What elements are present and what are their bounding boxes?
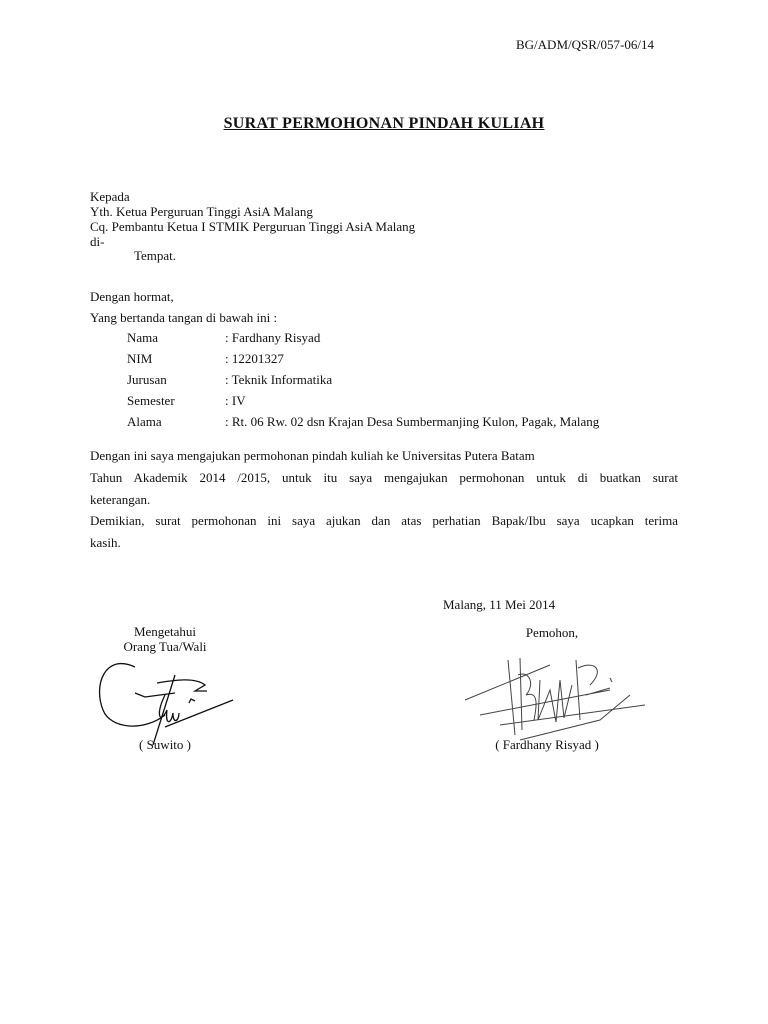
left-sign-title: Mengetahui xyxy=(133,624,197,639)
field-value: : IV xyxy=(225,393,246,408)
page-title: SURAT PERMOHONAN PINDAH KULIAH xyxy=(223,115,545,132)
field-value: : 12201327 xyxy=(225,351,284,366)
field-label: Nama xyxy=(127,330,159,345)
recipient-line: Yth. Ketua Perguruan Tinggi AsiA Malang xyxy=(90,204,313,219)
applicant-name: ( Fardhany Risyad ) xyxy=(495,737,599,752)
greeting: Dengan hormat, xyxy=(90,289,174,304)
body-line: Tahun Akademik 2014 /2015, untuk itu saya mengajukan permohonan untuk di buatkan surat xyxy=(90,470,678,485)
recipient-line: Tempat. xyxy=(134,248,177,263)
field-label: Jurusan xyxy=(127,372,167,387)
body-line: Demikian, surat permohonan ini saya ajukan dan atas perhatian Bapak/Ibu saya ucapkan terima xyxy=(90,513,678,528)
signature-applicant xyxy=(460,650,660,745)
document-code: BG/ADM/QSR/057-06/14 xyxy=(516,37,654,52)
field-value: : Rt. 06 Rw. 02 dsn Krajan Desa Sumbermanjing Kulon, Pagak, Malang xyxy=(225,414,600,429)
left-signer-name: ( Suwito ) xyxy=(139,737,191,752)
field-label: Alama xyxy=(127,414,162,429)
field-label: Semester xyxy=(127,393,175,408)
intro: Yang bertanda tangan di bawah ini : xyxy=(90,310,278,325)
letter-date: Malang, 11 Mei 2014 xyxy=(443,597,556,612)
recipient-line: Kepada xyxy=(90,189,130,204)
right-sign-title: Pemohon, xyxy=(525,625,579,640)
field-label: NIM xyxy=(127,351,153,366)
recipient-line: di- xyxy=(90,234,105,249)
body-line: kasih. xyxy=(90,535,121,550)
body-line: keterangan. xyxy=(90,492,151,507)
recipient-line: Cq. Pembantu Ketua I STMIK Perguruan Tinggi AsiA Malang xyxy=(90,219,416,234)
field-value: : Fardhany Risyad xyxy=(225,330,321,345)
left-sign-role: Orang Tua/Wali xyxy=(123,639,207,654)
body-line: Dengan ini saya mengajukan permohonan pindah kuliah ke Universitas Putera Batam xyxy=(90,448,535,463)
signature-parent xyxy=(95,655,245,745)
field-value: : Teknik Informatika xyxy=(225,372,333,387)
